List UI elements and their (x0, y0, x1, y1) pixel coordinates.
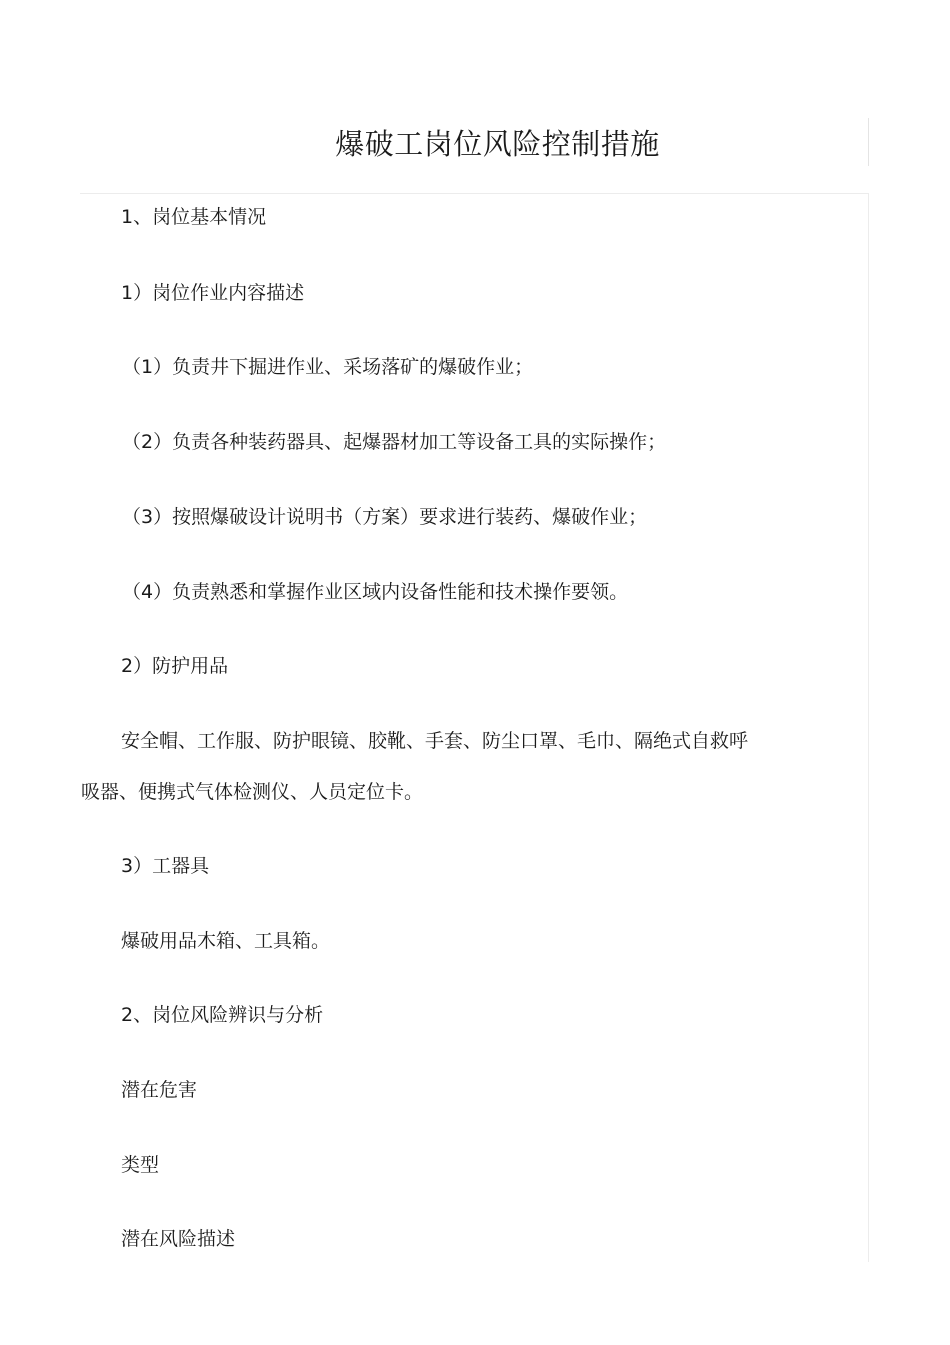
list-item: （1）负责井下掘进作业、采场落矿的爆破作业； (122, 356, 534, 378)
list-item: （2）负责各种装药器具、起爆器材加工等设备工具的实际操作； (122, 431, 667, 453)
paragraph-line: 吸器、便携式气体检测仪、人员定位卡。 (81, 781, 424, 803)
paragraph-line: 安全帽、工作服、防护眼镜、胶靴、手套、防尘口罩、毛巾、隔绝式自救呼 (121, 730, 749, 752)
page-title: 爆破工岗位风险控制措施 (335, 127, 660, 161)
subsection-heading-job-content: 1）岗位作业内容描述 (121, 282, 305, 304)
right-margin-rule (868, 194, 869, 1262)
header-divider (80, 193, 869, 194)
section-heading-basic-info: 1、岗位基本情况 (121, 206, 267, 228)
paragraph-line: 爆破用品木箱、工具箱。 (121, 930, 331, 952)
section-heading-risk-analysis: 2、岗位风险辨识与分析 (121, 1004, 324, 1026)
table-header-cell: 潜在风险描述 (121, 1228, 236, 1250)
list-item: （4）负责熟悉和掌握作业区域内设备性能和技术操作要领。 (122, 581, 629, 603)
table-header-cell: 潜在危害 (121, 1079, 198, 1101)
subsection-heading-protective-gear: 2）防护用品 (121, 655, 229, 677)
subsection-heading-tools: 3）工器具 (121, 855, 210, 877)
list-item: （3）按照爆破设计说明书（方案）要求进行装药、爆破作业； (122, 506, 648, 528)
table-header-cell: 类型 (121, 1154, 160, 1176)
